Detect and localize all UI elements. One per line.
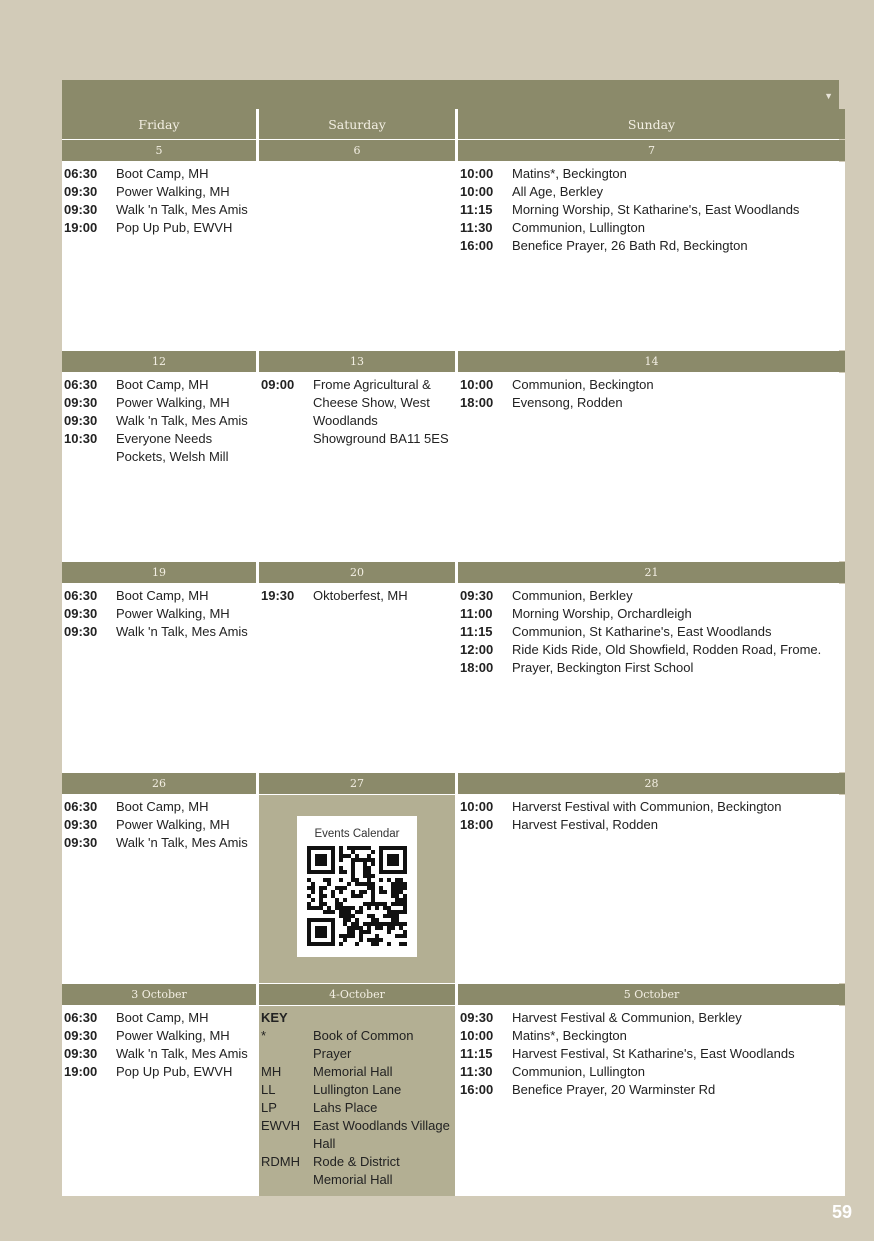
day-cell-saturday xyxy=(259,162,455,350)
event-item xyxy=(460,1063,843,1081)
event-item xyxy=(460,394,843,412)
qr-code-label: Events Calendar xyxy=(314,828,400,840)
event-item xyxy=(460,183,843,201)
event-description: Morning Worship, Orchardleigh xyxy=(512,606,692,621)
day-cell-saturday xyxy=(259,795,455,983)
day-cell-friday xyxy=(62,795,256,983)
event-description: Boot Camp, MH xyxy=(116,377,209,392)
event-item xyxy=(64,1063,254,1081)
event-description: Walk 'n Talk, Mes Amis xyxy=(116,624,248,639)
key-meaning: East Woodlands Village Hall xyxy=(313,1118,450,1151)
event-description: Harvest Festival & Communion, Berkley xyxy=(512,1010,742,1025)
event-time: 18:00 xyxy=(460,817,494,832)
event-description: Communion, Lullington xyxy=(512,220,645,235)
event-time: 10:00 xyxy=(460,799,494,814)
event-description: Boot Camp, MH xyxy=(116,588,209,603)
key-legend xyxy=(261,1009,453,1189)
event-item xyxy=(460,201,843,219)
event-item xyxy=(64,430,254,466)
event-description: All Age, Berkley xyxy=(512,184,604,199)
event-time: 09:30 xyxy=(460,1010,494,1025)
event-item xyxy=(64,816,254,834)
event-description: Matins*, Beckington xyxy=(512,166,627,181)
key-title: KEY xyxy=(261,1010,288,1025)
day-cell-friday xyxy=(62,162,256,350)
day-cell-sunday xyxy=(458,795,845,983)
event-time: 10:30 xyxy=(64,431,98,446)
event-item xyxy=(64,183,254,201)
event-time: 09:30 xyxy=(64,606,98,621)
event-description: Power Walking, MH xyxy=(116,817,230,832)
key-code: EWVH xyxy=(261,1118,300,1133)
date-header-friday: 5 xyxy=(62,140,256,161)
event-description: Benefice Prayer, 20 Warminster Rd xyxy=(512,1082,716,1097)
event-item xyxy=(261,587,453,605)
event-time: 09:30 xyxy=(64,184,98,199)
event-description: Communion, Lullington xyxy=(512,1064,645,1079)
event-description: Harverst Festival with Communion, Beckington xyxy=(512,799,782,814)
date-header-saturday: 20 xyxy=(259,562,455,583)
event-description: Walk 'n Talk, Mes Amis xyxy=(116,202,248,217)
event-description: Boot Camp, MH xyxy=(116,799,209,814)
event-description: Evensong, Rodden xyxy=(512,395,623,410)
calendar-frame xyxy=(62,80,839,1188)
event-description: Boot Camp, MH xyxy=(116,1010,209,1025)
day-header-saturday: Saturday xyxy=(259,109,455,139)
key-item xyxy=(261,1099,453,1117)
event-time: 06:30 xyxy=(64,166,98,181)
event-item xyxy=(64,798,254,816)
event-item xyxy=(261,376,453,448)
event-description: Walk 'n Talk, Mes Amis xyxy=(116,1046,248,1061)
event-time: 09:30 xyxy=(64,1028,98,1043)
day-cell-friday xyxy=(62,584,256,772)
key-code: LL xyxy=(261,1082,276,1097)
event-item xyxy=(64,587,254,605)
event-item xyxy=(460,816,843,834)
event-item xyxy=(460,219,843,237)
key-meaning: Lullington Lane xyxy=(313,1082,402,1097)
event-time: 10:00 xyxy=(460,377,494,392)
event-item xyxy=(460,165,843,183)
event-time: 09:00 xyxy=(261,377,295,392)
event-description: Walk 'n Talk, Mes Amis xyxy=(116,835,248,850)
event-description: Power Walking, MH xyxy=(116,606,230,621)
event-item xyxy=(460,1027,843,1045)
key-code: LP xyxy=(261,1100,277,1115)
event-time: 19:30 xyxy=(261,588,295,603)
event-item xyxy=(460,1009,843,1027)
event-item xyxy=(460,1045,843,1063)
date-header-sunday: 21 xyxy=(458,562,845,583)
event-item xyxy=(460,587,843,605)
event-time: 16:00 xyxy=(460,1082,494,1097)
event-item xyxy=(64,219,254,237)
key-item xyxy=(261,1153,453,1189)
event-item xyxy=(64,623,254,641)
event-description: Oktoberfest, MH xyxy=(313,588,408,603)
event-description: Walk 'n Talk, Mes Amis xyxy=(116,413,248,428)
day-cell-saturday xyxy=(259,584,455,772)
date-header-saturday: 27 xyxy=(259,773,455,794)
event-time: 06:30 xyxy=(64,588,98,603)
event-time: 09:30 xyxy=(64,624,98,639)
event-item xyxy=(64,412,254,430)
chevron-down-icon: ▼ xyxy=(824,91,833,101)
event-description: Pop Up Pub, EWVH xyxy=(116,1064,233,1079)
event-description: Communion, Berkley xyxy=(512,588,633,603)
event-time: 09:30 xyxy=(64,835,98,850)
date-header-sunday: 5 October xyxy=(458,984,845,1005)
day-cell-friday xyxy=(62,373,256,561)
page-number: 59 xyxy=(831,1202,852,1222)
key-item xyxy=(261,1027,453,1063)
event-item xyxy=(460,376,843,394)
event-item xyxy=(460,659,843,677)
key-code: * xyxy=(261,1028,267,1043)
event-time: 09:30 xyxy=(64,395,98,410)
date-header-friday: 19 xyxy=(62,562,256,583)
event-item xyxy=(460,623,843,641)
event-time: 06:30 xyxy=(64,799,98,814)
key-code: MH xyxy=(261,1064,282,1079)
key-item xyxy=(261,1081,453,1099)
event-item xyxy=(64,1045,254,1063)
event-item xyxy=(460,605,843,623)
event-description: Ride Kids Ride, Old Showfield, Rodden Road, Frome. xyxy=(512,642,822,657)
day-cell-saturday xyxy=(259,1006,455,1196)
day-header-friday: Friday xyxy=(62,109,256,139)
key-meaning: Memorial Hall xyxy=(313,1064,393,1079)
event-item xyxy=(460,1081,843,1099)
day-cell-sunday xyxy=(458,373,845,561)
event-description: Benefice Prayer, 26 Bath Rd, Beckington xyxy=(512,238,748,253)
date-header-sunday: 28 xyxy=(458,773,845,794)
event-item xyxy=(460,641,843,659)
date-header-sunday: 7 xyxy=(458,140,845,161)
event-time: 06:30 xyxy=(64,377,98,392)
date-header-saturday: 6 xyxy=(259,140,455,161)
event-time: 12:00 xyxy=(460,642,494,657)
event-time: 09:30 xyxy=(460,588,494,603)
event-description: Pop Up Pub, EWVH xyxy=(116,220,233,235)
event-time: 11:30 xyxy=(460,220,493,235)
day-cell-sunday xyxy=(458,1006,845,1196)
calendar-grid xyxy=(62,109,839,1196)
event-item xyxy=(64,376,254,394)
key-item xyxy=(261,1063,453,1081)
qr-code-box xyxy=(297,816,417,957)
event-description: Morning Worship, St Katharine's, East Woodlands xyxy=(512,202,800,217)
event-item xyxy=(460,798,843,816)
event-time: 18:00 xyxy=(460,395,494,410)
day-cell-saturday xyxy=(259,373,455,561)
event-item xyxy=(64,165,254,183)
event-time: 06:30 xyxy=(64,1010,98,1025)
event-time: 19:00 xyxy=(64,1064,98,1079)
event-time: 09:30 xyxy=(64,817,98,832)
event-item xyxy=(460,237,843,255)
event-description: Power Walking, MH xyxy=(116,1028,230,1043)
qr-code-icon[interactable] xyxy=(307,846,407,946)
event-description: Boot Camp, MH xyxy=(116,166,209,181)
date-header-saturday: 4-October xyxy=(259,984,455,1005)
key-meaning: Lahs Place xyxy=(313,1100,378,1115)
key-code: RDMH xyxy=(261,1154,300,1169)
day-cell-friday xyxy=(62,1006,256,1196)
event-time: 10:00 xyxy=(460,184,494,199)
event-item xyxy=(64,605,254,623)
day-cell-sunday xyxy=(458,584,845,772)
event-description: Prayer, Beckington First School xyxy=(512,660,694,675)
event-item xyxy=(64,394,254,412)
event-time: 11:00 xyxy=(460,606,493,621)
event-description: Matins*, Beckington xyxy=(512,1028,627,1043)
event-item xyxy=(64,834,254,852)
date-header-friday: 12 xyxy=(62,351,256,372)
key-meaning: Rode & District Memorial Hall xyxy=(313,1154,400,1187)
event-description: Harvest Festival, Rodden xyxy=(512,817,658,832)
event-time: 11:15 xyxy=(460,1046,493,1061)
event-description: Harvest Festival, St Katharine's, East Woodlands xyxy=(512,1046,795,1061)
event-description: Power Walking, MH xyxy=(116,184,230,199)
date-header-friday: 3 October xyxy=(62,984,256,1005)
key-meaning: Book of Common Prayer xyxy=(313,1028,414,1061)
key-item xyxy=(261,1117,453,1153)
event-time: 16:00 xyxy=(460,238,494,253)
event-time: 09:30 xyxy=(64,202,98,217)
date-header-saturday: 13 xyxy=(259,351,455,372)
event-time: 09:30 xyxy=(64,1046,98,1061)
date-header-friday: 26 xyxy=(62,773,256,794)
event-time: 10:00 xyxy=(460,1028,494,1043)
event-time: 11:30 xyxy=(460,1064,493,1079)
event-description: Communion, Beckington xyxy=(512,377,654,392)
event-description: Power Walking, MH xyxy=(116,395,230,410)
event-time: 19:00 xyxy=(64,220,98,235)
date-header-sunday: 14 xyxy=(458,351,845,372)
event-time: 18:00 xyxy=(460,660,494,675)
event-item xyxy=(64,201,254,219)
event-time: 11:15 xyxy=(460,202,493,217)
event-time: 10:00 xyxy=(460,166,494,181)
event-description: Communion, St Katharine's, East Woodlands xyxy=(512,624,772,639)
day-header-sunday: Sunday xyxy=(458,109,845,139)
event-item xyxy=(64,1027,254,1045)
event-time: 09:30 xyxy=(64,413,98,428)
event-description: Everyone Needs Pockets, Welsh Mill xyxy=(116,431,229,464)
calendar-top-bar xyxy=(62,80,839,109)
event-time: 11:15 xyxy=(460,624,493,639)
event-item xyxy=(64,1009,254,1027)
day-cell-sunday xyxy=(458,162,845,350)
event-description: Frome Agricultural & Cheese Show, West Woodlands Showground BA11 5ES xyxy=(313,377,449,446)
